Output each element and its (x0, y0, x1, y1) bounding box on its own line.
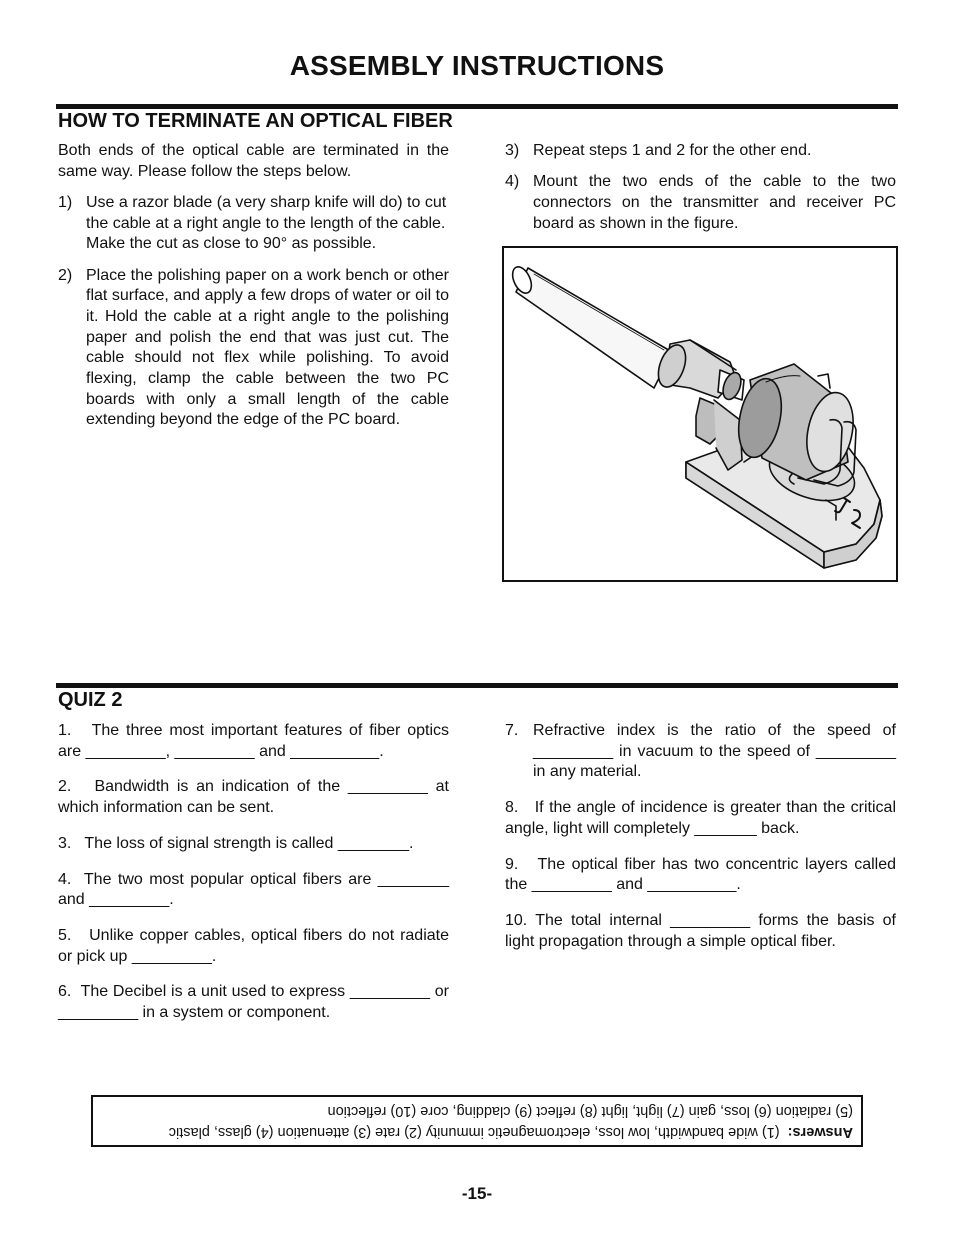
step-item (58, 266, 449, 432)
step-number: 1) (58, 193, 73, 211)
step-item (58, 193, 449, 255)
quiz-list (505, 721, 896, 952)
quiz-right-column (505, 721, 896, 967)
quiz-question (58, 926, 449, 967)
quiz-question (58, 777, 449, 818)
quiz-question (505, 721, 896, 783)
step-text: Mount the two ends of the cable to the two connectors on the transmitter and receiver PC board as shown in the figure. (533, 173, 896, 232)
answer-key-inverted (93, 1097, 861, 1145)
quiz-list (58, 721, 449, 1024)
step-number: 3) (505, 142, 520, 159)
question-number: 5. (58, 926, 72, 944)
question-text: Unlike copper cables, optical fibers do not radiate or pick up _________. (58, 926, 450, 965)
question-text: The three most important features of fiber optics are _________, _________ and __________. (58, 722, 449, 760)
quiz-question (505, 798, 896, 839)
section-heading-quiz: QUIZ 2 (58, 689, 123, 711)
answer-line (169, 1121, 853, 1142)
section-divider (56, 104, 898, 109)
answer-line: (5) radiation (6) loss, gain (7) light, light (8) reflect (9) cladding, core (10) reflection (327, 1103, 853, 1119)
quiz-question (58, 721, 449, 762)
step-text: Repeat steps 1 and 2 for the other end. (533, 142, 812, 159)
page-number: -15- (461, 1184, 493, 1203)
step-item (505, 141, 896, 162)
fiber-connector-illustration (504, 248, 896, 580)
step-number: 2) (58, 266, 73, 284)
terminate-left-column (58, 141, 449, 442)
terminate-right-column (505, 141, 896, 245)
question-number: 2. (58, 778, 72, 796)
question-number: 4. (58, 870, 72, 888)
question-number: 1. (58, 722, 72, 739)
question-text: The loss of signal strength is called ________. (84, 834, 414, 852)
step-text: Place the polishing paper on a work bench or other flat surface, and apply a few drops of water or oil to it. Hold the cable at a right angle to the polishing paper and polish the end that was just cut. The cable should not flex while polishing. To avoid flexing, clamp the cable between the two PC boards with only a small length of the cable extending beyond the edge of the PC board. (86, 266, 449, 429)
question-text: Bandwidth is an indication of the _________ at which information can be sent. (58, 778, 449, 817)
question-text: The optical fiber has two concentric layers called the _________ and __________. (505, 855, 897, 894)
question-text: The Decibel is a unit used to express _________ or _________ in a system or component. (58, 983, 450, 1022)
step-text: Use a razor blade (a very sharp knife will do) to cut the cable at a right angle to the length of the cable. Make the cut as close to 90° as possible. (86, 193, 447, 253)
quiz-question (505, 855, 896, 896)
quiz-left-column (58, 721, 449, 1039)
step-number: 4) (505, 173, 520, 191)
question-number: 3. (58, 834, 72, 852)
quiz-question (58, 834, 449, 855)
quiz-question (58, 870, 449, 911)
page-title: ASSEMBLY INSTRUCTIONS (289, 50, 665, 81)
question-number: 8. (505, 799, 519, 817)
steps-list (505, 141, 896, 234)
quiz-question (58, 982, 449, 1023)
question-text: The two most popular optical fibers are ________ and _________. (58, 870, 449, 909)
question-number: 6. (58, 983, 72, 1001)
question-text: If the angle of incidence is greater than the critical angle, light will completely _______ back. (505, 799, 897, 837)
connector-figure (502, 246, 898, 582)
question-number: 9. (505, 855, 519, 873)
section-heading-terminate: HOW TO TERMINATE AN OPTICAL FIBER (58, 110, 453, 132)
intro-paragraph: Both ends of the optical cable are terminated in the same way. Please follow the steps below. (58, 142, 449, 180)
steps-list (58, 193, 449, 431)
question-number: 10. (505, 911, 528, 929)
quiz-question (505, 911, 896, 952)
answers-label: Answers: (787, 1124, 853, 1140)
question-text: Refractive index is the ratio of the speed of _________ in vacuum to the speed of _________ in any material. (533, 722, 896, 781)
answers-text: (1) wide bandwidth, low loss, electromagnetic immunity (2) rate (3) attenuation (4) glass, plastic (168, 1124, 780, 1140)
question-number: 7. (505, 722, 519, 739)
section-divider (56, 683, 898, 688)
question-text: The total internal _________ forms the basis of light propagation through a simple optical fiber. (505, 911, 897, 950)
answer-key-box (91, 1095, 863, 1147)
step-item (505, 172, 896, 234)
